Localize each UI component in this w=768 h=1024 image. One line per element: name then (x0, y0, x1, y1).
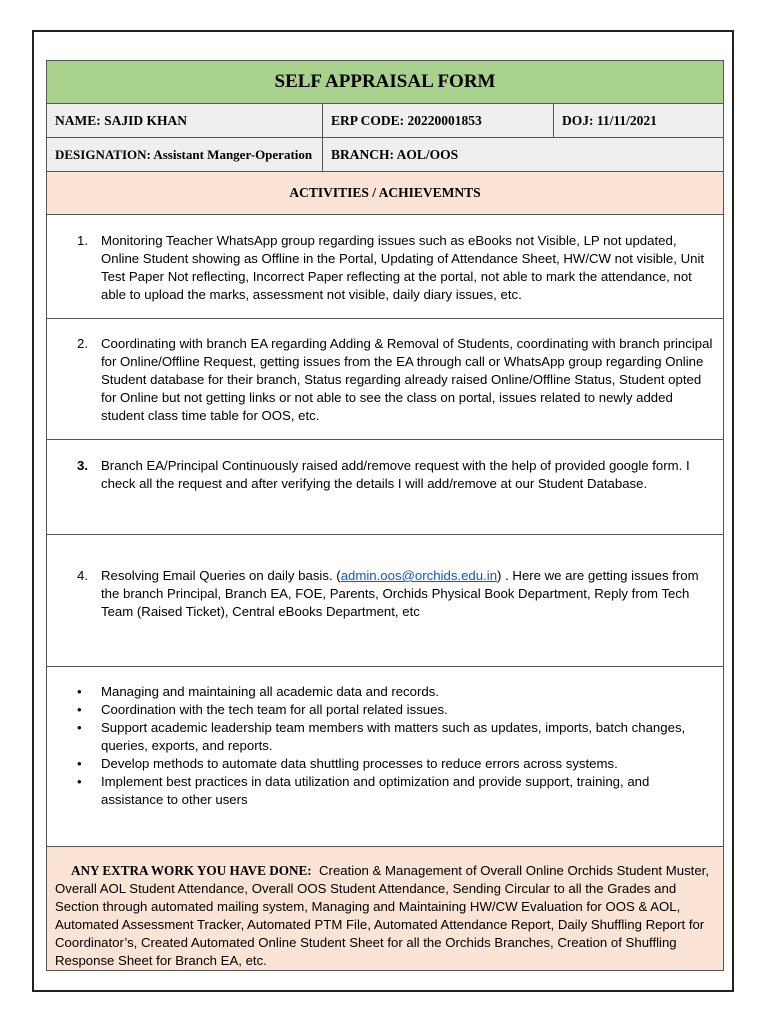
bullet-text: Develop methods to automate data shuttling processes to reduce errors across systems. (101, 756, 618, 771)
bullet-item (77, 719, 715, 755)
email-link[interactable]: admin.oos@orchids.edu.in (340, 568, 498, 583)
activity-number: 1. (77, 233, 88, 248)
activity-text: Monitoring Teacher WhatsApp group regarding issues such as eBooks not Visible, LP not updated, Online Student showing as Offline in the Portal, Updating of Attendance Sheet, HW/CW not visible, Unit Test Paper Not reflecting, Incorrect Paper reflecting at the portal, not able to mark the attendance, not able to upload the marks, assessment not visible, daily diary issues, etc. (101, 233, 705, 302)
employee-name: NAME: SAJID KHAN (55, 112, 188, 128)
activity-item-4 (47, 535, 723, 667)
extra-work-label: ANY EXTRA WORK YOU HAVE DONE: (71, 863, 312, 878)
activity-item-2 (47, 319, 723, 440)
erp-code: ERP CODE: 20220001853 (322, 104, 553, 137)
appraisal-form (46, 60, 724, 971)
designation: DESIGNATION: Assistant Manger-Operation (55, 146, 313, 162)
activity-item-3 (47, 440, 723, 535)
date-of-joining: DOJ: 11/11/2021 (553, 104, 723, 137)
bullet-dot: • (77, 774, 82, 789)
bullet-dot: • (77, 756, 82, 771)
branch: BRANCH: AOL/OOS (322, 138, 723, 171)
responsibilities-list (47, 667, 723, 847)
bullet-dot: • (77, 720, 82, 735)
activity-number: 3. (77, 458, 88, 473)
bullet-item (77, 773, 715, 809)
bullet-dot: • (77, 702, 82, 717)
info-row-1 (47, 104, 723, 138)
bullet-item (77, 683, 715, 701)
bullet-text: Managing and maintaining all academic data and records. (101, 684, 439, 699)
title-row (47, 61, 723, 104)
info-row-2 (47, 138, 723, 172)
bullet-dot: • (77, 684, 82, 699)
extra-work-section (47, 847, 723, 970)
activity-text: Coordinating with branch EA regarding Adding & Removal of Students, coordinating with branch principal for Online/Offline Request, getting issues from the EA through call or WhatsApp group regarding Online Student database for their branch, Status regarding already raised Online/Offline Status, Student opted for Online but not getting links or not able to see the class on portal, issues related to newly added student class time table for OOS, etc. (101, 336, 713, 423)
activity-number: 2. (77, 336, 88, 351)
bullet-text: Coordination with the tech team for all portal related issues. (101, 702, 448, 717)
bullet-item (77, 701, 715, 719)
section-heading-row (47, 172, 723, 215)
bullet-text: Implement best practices in data utilization and optimization and provide support, training, and assistance to other users (101, 774, 650, 807)
activity-item-1 (47, 215, 723, 319)
form-title: SELF APPRAISAL FORM (274, 71, 496, 92)
section-heading: ACTIVITIES / ACHIEVEMNTS (289, 185, 481, 200)
bullet-list (77, 683, 715, 809)
activity-text: Resolving Email Queries on daily basis. (admin.oos@orchids.edu.in) . Here we are getting issues from the branch Principal, Branch EA, FOE, Parents, Orchids Physical Book Department, Reply from Tech Team (Raised Ticket), Central eBooks Department, etc (101, 568, 699, 619)
activity-number: 4. (77, 568, 88, 583)
extra-work-text: Creation & Management of Overall Online Orchids Student Muster, Overall AOL Student Attendance, Overall OOS Student Attendance, Sending Circular to all the Grades and Section through automated mailing system, Managing and Maintaining HW/CW Evaluation for OOS & AOL, Automated Assessment Tracker, Automated PTM File, Automated Attendance Report, Daily Shuffling Report for Coordinator’s, Created Automated Online Student Sheet for all the Orchids Branches, Creation of Shuffling Response Sheet for Branch EA, etc. (55, 863, 709, 968)
activity-text: Branch EA/Principal Continuously raised add/remove request with the help of provided google form. I check all the request and after verifying the details I will add/remove at our Student Database. (101, 458, 690, 491)
bullet-item (77, 755, 715, 773)
bullet-text: Support academic leadership team members with matters such as updates, imports, batch changes, queries, exports, and reports. (101, 720, 686, 753)
